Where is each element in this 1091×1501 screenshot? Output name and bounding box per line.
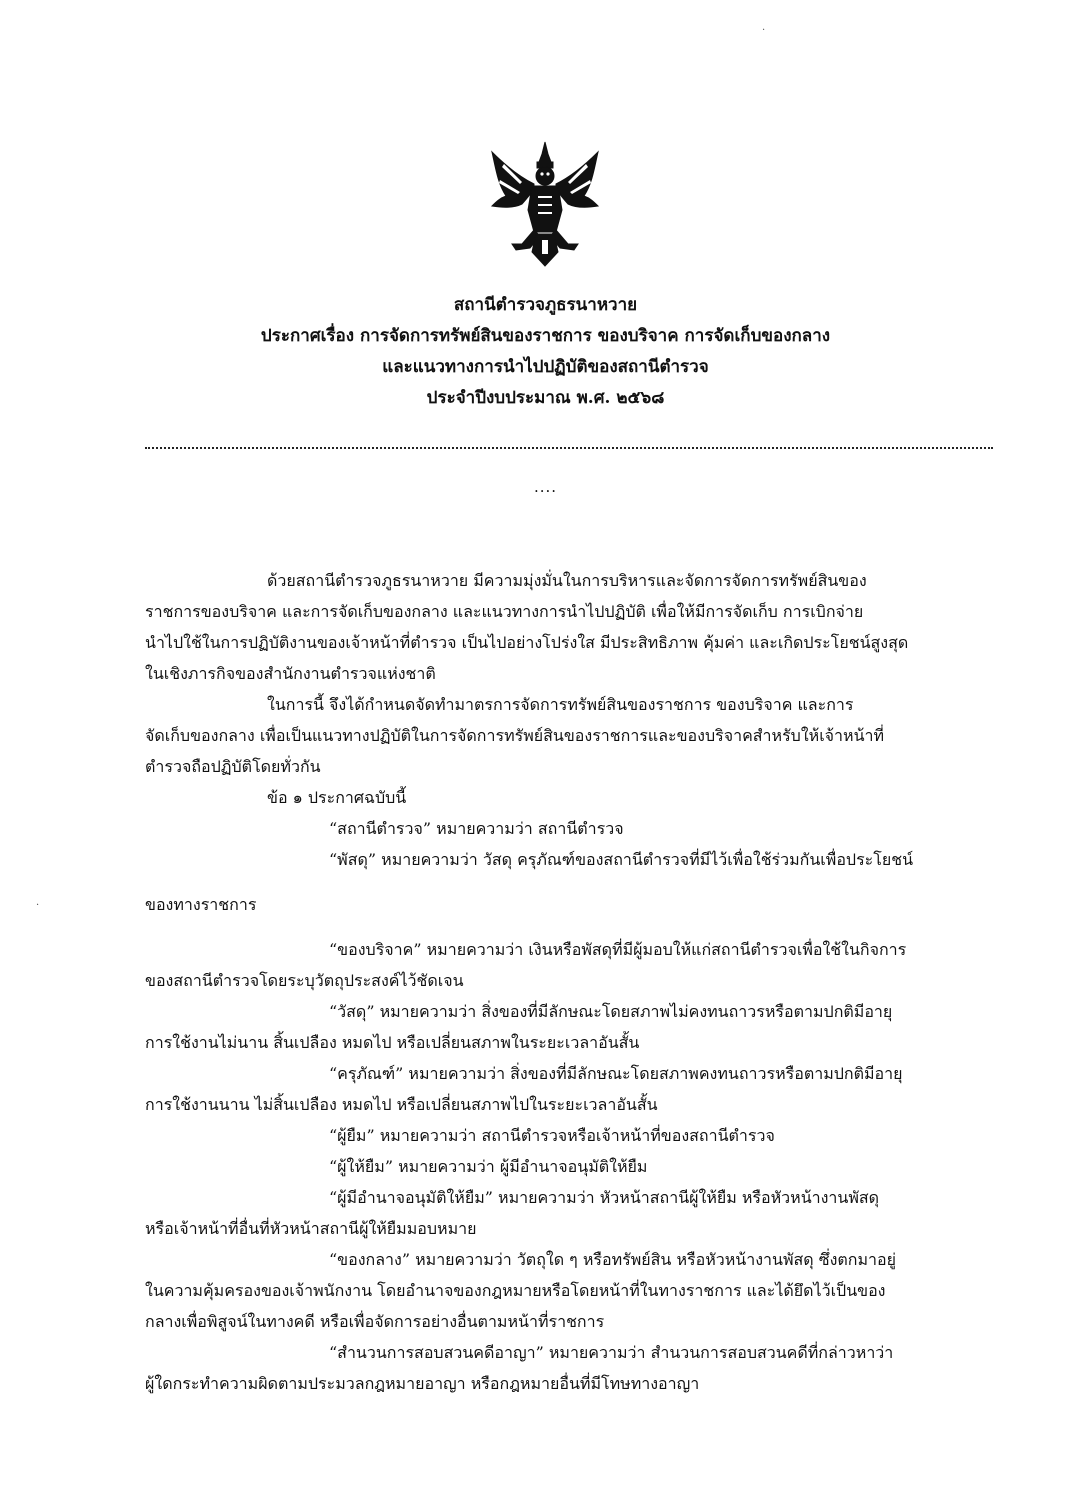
- paragraph-line: ราชการของบริจาค และการจัดเก็บของกลาง และแนวทางการนำไปปฏิบัติ เพื่อให้มีการจัดเก็บ การเบิกจ่าย: [145, 602, 864, 621]
- definition-line: ของสถานีตำรวจโดยระบุวัตถุประสงค์ไว้ชัดเจน: [145, 971, 464, 990]
- definition-line: “ผู้ยืม” หมายความว่า สถานีตำรวจหรือเจ้าหน้าที่ของสถานีตำรวจ: [329, 1126, 775, 1145]
- definition-line: “ของบริจาค” หมายความว่า เงินหรือพัสดุที่มีผู้มอบให้แก่สถานีตำรวจเพื่อใช้ในกิจการ: [329, 940, 907, 959]
- stray-mark: ·: [36, 900, 40, 911]
- definition-line: “พัสดุ” หมายความว่า วัสดุ ครุภัณฑ์ของสถานีตำรวจที่มีไว้เพื่อใช้ร่วมกันเพื่อประโยชน์: [329, 850, 914, 869]
- garuda-emblem-icon: [482, 140, 608, 268]
- paragraph-line: ในเชิงภารกิจของสำนักงานตำรวจแห่งชาติ: [145, 664, 436, 683]
- definition-line: กลางเพื่อพิสูจน์ในทางคดี หรือเพื่อจัดการอย่างอื่นตามหน้าที่ราชการ: [145, 1312, 605, 1331]
- definition-line: ในความคุ้มครองของเจ้าพนักงาน โดยอำนาจของกฎหมายหรือโดยหน้าที่ในทางราชการ และได้ยึดไว้เป็นของ: [145, 1281, 886, 1300]
- definition-line: “ของกลาง” หมายความว่า วัตถุใด ๆ หรือทรัพย์สิน หรือหัวหน้างานพัสดุ ซึ่งตกมาอยู่: [329, 1250, 896, 1269]
- clause-heading: ข้อ ๑ ประกาศฉบับนี้: [267, 788, 407, 807]
- stray-mark: .: [762, 22, 766, 33]
- title-line-3: ประจำปีงบประมาณ พ.ศ. ๒๕๖๘: [426, 388, 665, 408]
- paragraph-line: ในการนี้ จึงได้กำหนดจัดทำมาตรการจัดการทรัพย์สินของราชการ ของบริจาค และการ: [267, 695, 854, 714]
- station-name: สถานีตำรวจภูธรนาหวาย: [453, 295, 638, 315]
- paragraph-line: จัดเก็บของกลาง เพื่อเป็นแนวทางปฏิบัติในการจัดการทรัพย์สินของราชการและของบริจาคสำหรับให้เจ้าหน้าที่: [145, 726, 885, 745]
- paragraph-line: ด้วยสถานีตำรวจภูธรนาหวาย มีความมุ่งมั่นในการบริหารและจัดการจัดการทรัพย์สินของ: [267, 571, 867, 590]
- definition-line: “สถานีตำรวจ” หมายความว่า สถานีตำรวจ: [329, 819, 624, 838]
- definition-line: “วัสดุ” หมายความว่า สิ่งของที่มีลักษณะโดยสภาพไม่คงทนถาวรหรือตามปกติมีอายุ: [329, 1002, 893, 1021]
- title-line-1: ประกาศเรื่อง การจัดการทรัพย์สินของราชการ ของบริจาค การจัดเก็บของกลาง: [260, 326, 831, 346]
- definition-line: การใช้งานไม่นาน สิ้นเปลือง หมดไป หรือเปลี่ยนสภาพในระยะเวลาอันสั้น: [145, 1033, 640, 1052]
- document-heading: [0, 290, 1091, 414]
- separator-dots: ....: [533, 478, 558, 496]
- definition-line: “ผู้ให้ยืม” หมายความว่า ผู้มีอำนาจอนุมัติให้ยืม: [329, 1157, 648, 1176]
- document-body: [145, 565, 993, 1399]
- definition-line: ของทางราชการ: [145, 895, 257, 914]
- dotted-divider: [145, 447, 993, 449]
- definition-line: หรือเจ้าหน้าที่อื่นที่หัวหน้าสถานีผู้ให้ยืมมอบหมาย: [145, 1219, 477, 1238]
- paragraph-line: นำไปใช้ในการปฏิบัติงานของเจ้าหน้าที่ตำรวจ เป็นไปอย่างโปร่งใส มีประสิทธิภาพ คุ้มค่า และเกิดประโยชน์สูงสุด: [145, 633, 909, 652]
- definition-line: “ครุภัณฑ์” หมายความว่า สิ่งของที่มีลักษณะโดยสภาพคงทนถาวรหรือตามปกติมีอายุ: [329, 1064, 903, 1083]
- definition-line: “สำนวนการสอบสวนคดีอาญา” หมายความว่า สำนวนการสอบสวนคดีที่กล่าวหาว่า: [329, 1343, 894, 1362]
- definition-line: ผู้ใดกระทำความผิดตามประมวลกฎหมายอาญา หรือกฎหมายอื่นที่มีโทษทางอาญา: [145, 1374, 700, 1393]
- definition-line: การใช้งานนาน ไม่สิ้นเปลือง หมดไป หรือเปลี่ยนสภาพไปในระยะเวลาอันสั้น: [145, 1095, 658, 1114]
- title-line-2: และแนวทางการนำไปปฏิบัติของสถานีตำรวจ: [382, 357, 709, 377]
- paragraph-line: ตำรวจถือปฏิบัติโดยทั่วกัน: [145, 757, 321, 776]
- definition-line: “ผู้มีอำนาจอนุมัติให้ยืม” หมายความว่า หัวหน้าสถานีผู้ให้ยืม หรือหัวหน้างานพัสดุ: [329, 1188, 880, 1207]
